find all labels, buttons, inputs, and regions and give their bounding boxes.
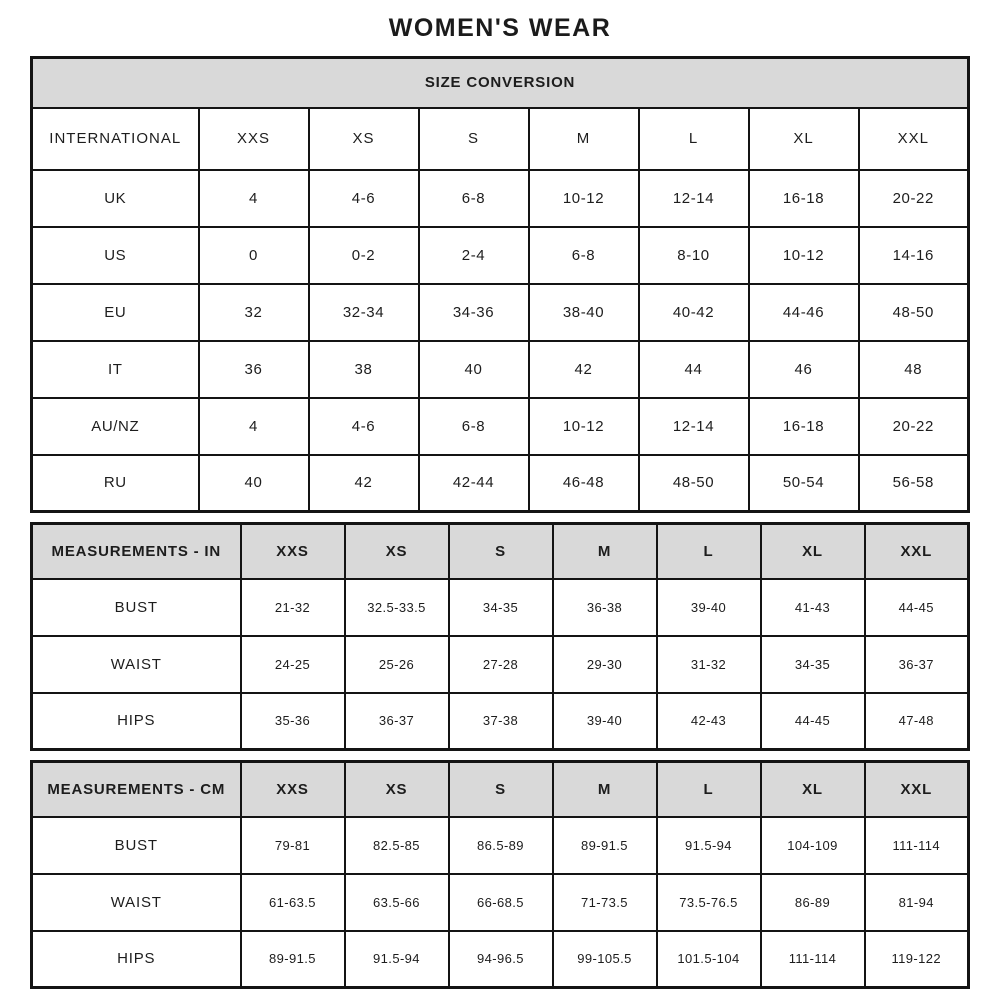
size-cell: 14-16	[859, 227, 969, 284]
measurements-in-table	[30, 522, 970, 751]
size-cell: 48-50	[639, 455, 749, 512]
row-label: BUST	[32, 817, 241, 874]
measure-cell: 61-63.5	[241, 874, 345, 931]
measure-cell: 73.5-76.5	[657, 874, 761, 931]
measure-cell: 44-45	[761, 693, 865, 750]
size-header-m: M	[553, 524, 657, 579]
row-label: WAIST	[32, 636, 241, 693]
row-label: RU	[32, 455, 199, 512]
size-header-m: M	[553, 762, 657, 817]
measure-cell: 39-40	[657, 579, 761, 636]
measure-cell: 119-122	[865, 931, 969, 988]
column-header-m: M	[529, 108, 639, 170]
measure-cell: 82.5-85	[345, 817, 449, 874]
size-conversion-table	[30, 56, 970, 513]
size-cell: 48	[859, 341, 969, 398]
column-header-xxs: XXS	[199, 108, 309, 170]
column-header-xxl: XXL	[859, 108, 969, 170]
measure-cell: 42-43	[657, 693, 761, 750]
measure-cell: 89-91.5	[553, 817, 657, 874]
size-cell: 42	[309, 455, 419, 512]
table-row-bust-cm	[32, 817, 969, 874]
size-header-l: L	[657, 524, 761, 579]
size-cell: 2-4	[419, 227, 529, 284]
measure-cell: 47-48	[865, 693, 969, 750]
size-cell: 40-42	[639, 284, 749, 341]
measure-cell: 24-25	[241, 636, 345, 693]
measure-cell: 94-96.5	[449, 931, 553, 988]
size-header-s: S	[449, 524, 553, 579]
measure-cell: 32.5-33.5	[345, 579, 449, 636]
size-cell: 40	[199, 455, 309, 512]
size-cell: 46-48	[529, 455, 639, 512]
measure-cell: 21-32	[241, 579, 345, 636]
size-cell: 10-12	[529, 398, 639, 455]
size-cell: 40	[419, 341, 529, 398]
size-header-xxl: XXL	[865, 524, 969, 579]
table-row-uk	[32, 170, 969, 227]
size-header-l: L	[657, 762, 761, 817]
size-cell: 32	[199, 284, 309, 341]
measure-cell: 34-35	[761, 636, 865, 693]
measurements-in-header-row	[32, 524, 969, 579]
measure-cell: 37-38	[449, 693, 553, 750]
row-label: BUST	[32, 579, 241, 636]
measure-cell: 89-91.5	[241, 931, 345, 988]
table-row-ru	[32, 455, 969, 512]
table-row-us	[32, 227, 969, 284]
row-label: IT	[32, 341, 199, 398]
measure-cell: 27-28	[449, 636, 553, 693]
size-cell: 10-12	[529, 170, 639, 227]
size-cell: 42	[529, 341, 639, 398]
size-cell: 20-22	[859, 398, 969, 455]
size-cell: 4-6	[309, 170, 419, 227]
size-cell: 6-8	[419, 398, 529, 455]
measure-cell: 79-81	[241, 817, 345, 874]
measure-cell: 25-26	[345, 636, 449, 693]
measure-cell: 71-73.5	[553, 874, 657, 931]
table-row-hips-in	[32, 693, 969, 750]
column-header-xl: XL	[749, 108, 859, 170]
size-cell: 4-6	[309, 398, 419, 455]
column-header-international: INTERNATIONAL	[32, 108, 199, 170]
size-cell: 16-18	[749, 398, 859, 455]
measure-cell: 91.5-94	[345, 931, 449, 988]
measure-cell: 86-89	[761, 874, 865, 931]
row-label: US	[32, 227, 199, 284]
size-cell: 38-40	[529, 284, 639, 341]
size-cell: 16-18	[749, 170, 859, 227]
size-cell: 12-14	[639, 398, 749, 455]
size-conversion-banner: SIZE CONVERSION	[32, 58, 969, 108]
measure-cell: 111-114	[865, 817, 969, 874]
measure-cell: 44-45	[865, 579, 969, 636]
measure-cell: 39-40	[553, 693, 657, 750]
row-label: WAIST	[32, 874, 241, 931]
size-cell: 44	[639, 341, 749, 398]
row-label: HIPS	[32, 931, 241, 988]
size-cell: 6-8	[529, 227, 639, 284]
size-cell: 4	[199, 170, 309, 227]
size-cell: 38	[309, 341, 419, 398]
page-title: WOMEN'S WEAR	[388, 14, 612, 42]
size-cell: 8-10	[639, 227, 749, 284]
size-header-xl: XL	[761, 762, 865, 817]
measure-cell: 99-105.5	[553, 931, 657, 988]
measure-cell: 111-114	[761, 931, 865, 988]
size-cell: 50-54	[749, 455, 859, 512]
size-cell: 36	[199, 341, 309, 398]
measure-cell: 63.5-66	[345, 874, 449, 931]
measurements-cm-table	[30, 760, 970, 989]
size-cell: 44-46	[749, 284, 859, 341]
size-cell: 56-58	[859, 455, 969, 512]
size-conversion-header-row	[32, 108, 969, 170]
measure-cell: 34-35	[449, 579, 553, 636]
size-cell: 0	[199, 227, 309, 284]
size-header-xs: XS	[345, 762, 449, 817]
measurements-in-header: MEASUREMENTS - IN	[32, 524, 241, 579]
row-label: AU/NZ	[32, 398, 199, 455]
size-cell: 34-36	[419, 284, 529, 341]
measure-cell: 36-38	[553, 579, 657, 636]
size-cell: 6-8	[419, 170, 529, 227]
measurements-cm-header: MEASUREMENTS - CM	[32, 762, 241, 817]
measure-cell: 41-43	[761, 579, 865, 636]
table-row-aunz	[32, 398, 969, 455]
measure-cell: 104-109	[761, 817, 865, 874]
table-row-waist-cm	[32, 874, 969, 931]
size-cell: 12-14	[639, 170, 749, 227]
size-header-xxs: XXS	[241, 524, 345, 579]
size-header-xl: XL	[761, 524, 865, 579]
size-cell: 4	[199, 398, 309, 455]
size-cell: 42-44	[419, 455, 529, 512]
row-label: EU	[32, 284, 199, 341]
measure-cell: 101.5-104	[657, 931, 761, 988]
size-header-xs: XS	[345, 524, 449, 579]
measure-cell: 29-30	[553, 636, 657, 693]
measure-cell: 36-37	[345, 693, 449, 750]
size-header-s: S	[449, 762, 553, 817]
row-label: HIPS	[32, 693, 241, 750]
measure-cell: 66-68.5	[449, 874, 553, 931]
measure-cell: 86.5-89	[449, 817, 553, 874]
column-header-l: L	[639, 108, 749, 170]
size-cell: 48-50	[859, 284, 969, 341]
table-row-eu	[32, 284, 969, 341]
table-row-hips-cm	[32, 931, 969, 988]
size-header-xxl: XXL	[865, 762, 969, 817]
table-row-bust-in	[32, 579, 969, 636]
measurements-cm-header-row	[32, 762, 969, 817]
table-row-it	[32, 341, 969, 398]
size-cell: 32-34	[309, 284, 419, 341]
measure-cell: 35-36	[241, 693, 345, 750]
size-cell: 10-12	[749, 227, 859, 284]
table-row-waist-in	[32, 636, 969, 693]
row-label: UK	[32, 170, 199, 227]
measure-cell: 36-37	[865, 636, 969, 693]
size-cell: 20-22	[859, 170, 969, 227]
size-header-xxs: XXS	[241, 762, 345, 817]
column-header-s: S	[419, 108, 529, 170]
measure-cell: 91.5-94	[657, 817, 761, 874]
column-header-xs: XS	[309, 108, 419, 170]
measure-cell: 81-94	[865, 874, 969, 931]
size-cell: 46	[749, 341, 859, 398]
measure-cell: 31-32	[657, 636, 761, 693]
size-cell: 0-2	[309, 227, 419, 284]
